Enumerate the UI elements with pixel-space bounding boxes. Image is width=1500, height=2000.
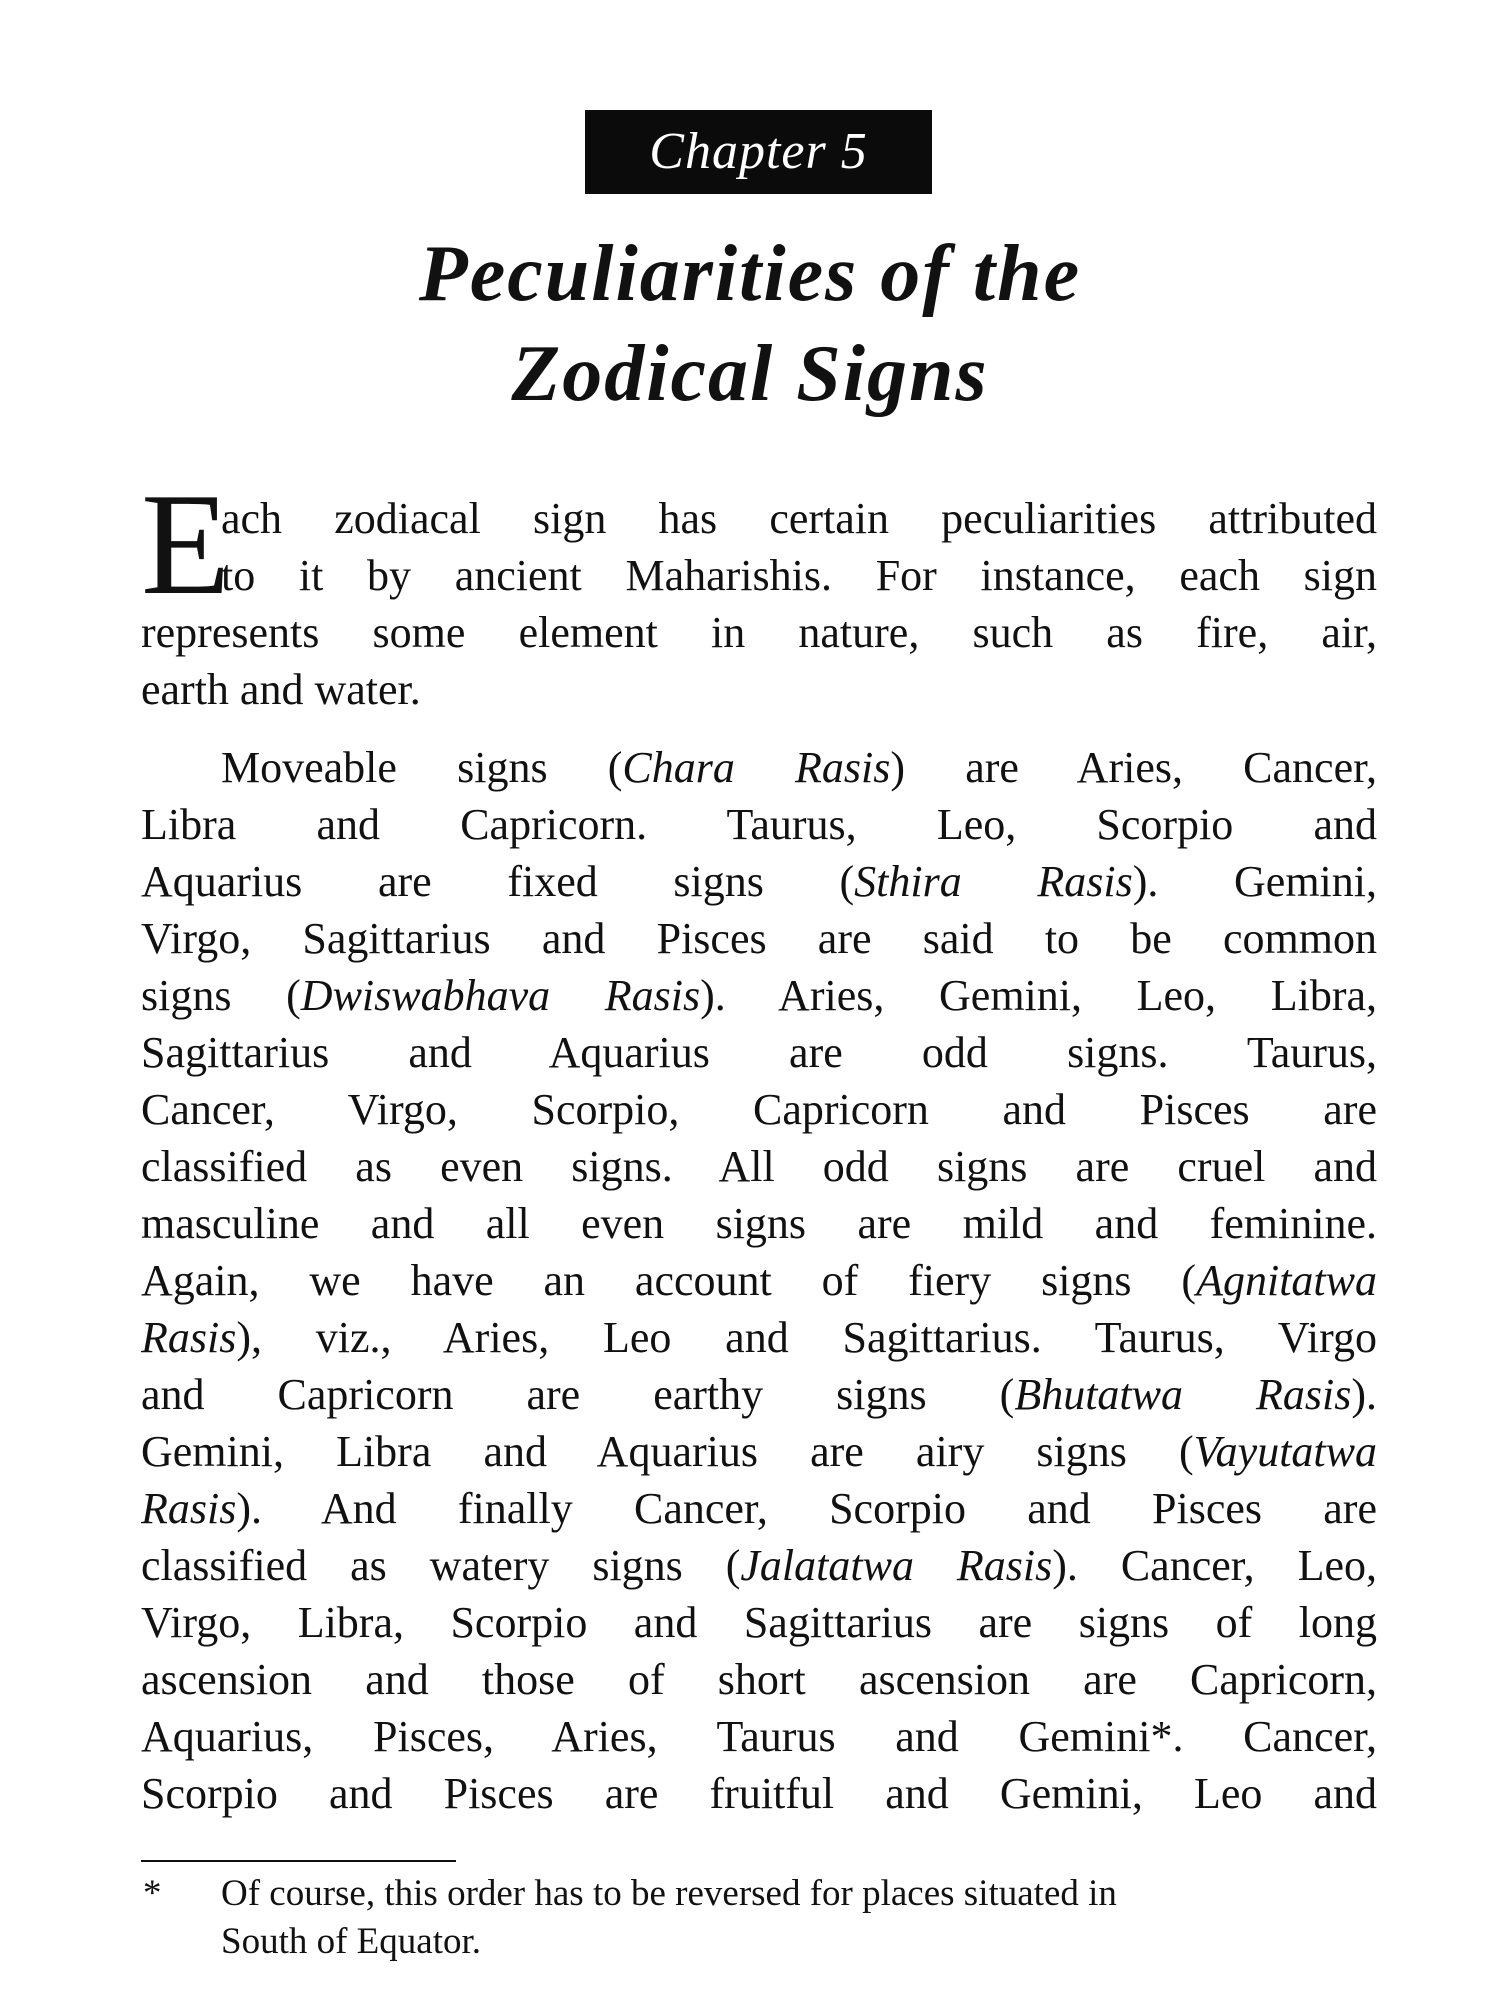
- paragraph-2-line: Virgo, Libra, Scorpio and Sagittarius are signs of long: [141, 1598, 1377, 1647]
- paragraph-2-line: and Capricorn are earthy signs (Bhutatwa Rasis).: [141, 1370, 1377, 1419]
- paragraph-2: [141, 739, 1377, 1822]
- paragraph-2-line: Moveable signs (Chara Rasis) are Aries, Cancer,: [221, 743, 1377, 792]
- paragraph-2-line: Aquarius, Pisces, Aries, Taurus and Gemini*. Cancer,: [141, 1712, 1377, 1761]
- paragraph-1-line: represents some element in nature, such as fire, air,: [141, 608, 1377, 657]
- paragraph-2-line: masculine and all even signs are mild and feminine.: [141, 1199, 1377, 1248]
- paragraph-2-line: Virgo, Sagittarius and Pisces are said to be common: [141, 914, 1377, 963]
- footnote-divider: [141, 1860, 456, 1862]
- paragraph-2-line: classified as even signs. All odd signs are cruel and: [141, 1142, 1377, 1191]
- paragraph-2-line: Cancer, Virgo, Scorpio, Capricorn and Pisces are: [141, 1085, 1377, 1134]
- paragraph-2-line: ascension and those of short ascension are Capricorn,: [141, 1655, 1377, 1704]
- chapter-title-line-1: Peculiarities of the: [418, 230, 1082, 318]
- drop-cap: E: [141, 463, 231, 625]
- footnote-text: [221, 1870, 1377, 1966]
- paragraph-1-line: ach zodiacal sign has certain peculiarities attributed: [221, 494, 1377, 543]
- paragraph-2-line: Gemini, Libra and Aquarius are airy signs (Vayutatwa: [141, 1427, 1377, 1476]
- paragraph-2-line: classified as watery signs (Jalatatwa Rasis). Cancer, Leo,: [141, 1541, 1377, 1590]
- paragraph-1-line: earth and water.: [141, 665, 421, 714]
- paragraph-1-line: to it by ancient Maharishis. For instance, each sign: [221, 551, 1377, 600]
- footnote-line: South of Equator.: [221, 1921, 482, 1962]
- footnote-line: Of course, this order has to be reversed for places situated in: [221, 1873, 1117, 1914]
- paragraph-1: [141, 463, 1377, 718]
- paragraph-2-line: Libra and Capricorn. Taurus, Leo, Scorpio and: [141, 800, 1377, 849]
- chapter-title-line-2: Zodical Signs: [511, 330, 989, 418]
- paragraph-2-line: Sagittarius and Aquarius are odd signs. Taurus,: [141, 1028, 1377, 1077]
- footnote-marker: *: [143, 1873, 162, 1914]
- paragraph-2-line: Rasis), viz., Aries, Leo and Sagittarius. Taurus, Virgo: [141, 1313, 1377, 1362]
- paragraph-2-line: signs (Dwiswabhava Rasis). Aries, Gemini, Leo, Libra,: [141, 971, 1377, 1020]
- paragraph-2-line: Rasis). And finally Cancer, Scorpio and Pisces are: [141, 1484, 1377, 1533]
- paragraph-2-line: Aquarius are fixed signs (Sthira Rasis). Gemini,: [141, 857, 1377, 906]
- paragraph-2-line: Again, we have an account of fiery signs (Agnitatwa: [141, 1256, 1377, 1305]
- chapter-label: Chapter 5: [585, 110, 932, 194]
- paragraph-2-line: Scorpio and Pisces are fruitful and Gemini, Leo and: [141, 1769, 1377, 1818]
